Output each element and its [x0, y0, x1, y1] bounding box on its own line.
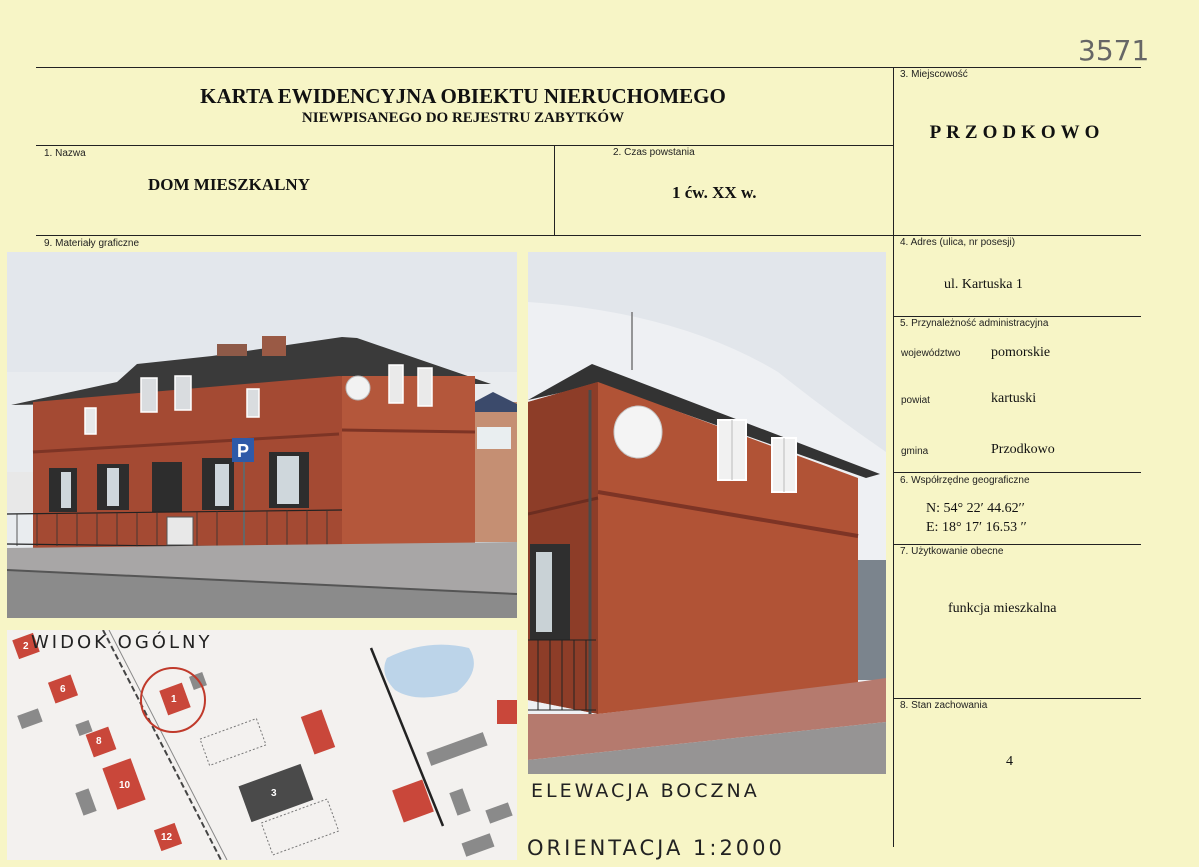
name-value: DOM MIESZKALNY [148, 175, 310, 194]
rule-admin-bottom [893, 472, 1141, 473]
graphics-label: 9. Materiały graficzne [44, 238, 140, 249]
map-label-10: 10 [119, 780, 131, 791]
map-label-6: 6 [60, 684, 66, 695]
archive-number: 3571 [1078, 34, 1150, 67]
photo-front-view [7, 252, 517, 618]
rule-address-bottom [893, 316, 1141, 317]
top-rule [36, 67, 1141, 68]
usage-label: 7. Użytkowanie obecne [900, 546, 1004, 557]
county-label: powiat [901, 395, 930, 406]
map-label-12: 12 [161, 832, 173, 843]
coords-east: E: 18° 17′ 16.53 ′′ [926, 520, 1027, 535]
admin-label: 5. Przynależność administracyjna [900, 318, 1049, 329]
map-caption: WIDOK OGÓLNY [31, 632, 213, 653]
county-value: kartuski [991, 391, 1037, 406]
date-value: 1 ćw. XX w. [672, 183, 757, 202]
card-subtitle: NIEWPISANEGO DO REJESTRU ZABYTKÓW [301, 110, 625, 126]
usage-value: funkcja mieszkalna [948, 601, 1057, 616]
divider-name-date [554, 145, 555, 235]
condition-label: 8. Stan zachowania [900, 700, 988, 711]
card-title: KARTA EWIDENCYJNA OBIEKTU NIERUCHOMEGO [200, 84, 726, 108]
orientation-caption: ORIENTACJA 1:2000 [527, 836, 785, 860]
photo-side-elevation [528, 252, 886, 774]
address-value: ul. Kartuska 1 [944, 277, 1023, 292]
name-label: 1. Nazwa [44, 148, 86, 159]
locality-label: 3. Miejscowość [900, 69, 968, 80]
rule-usage-bottom [893, 698, 1141, 699]
rule-coords-bottom [893, 544, 1141, 545]
voivodeship-label: województwo [901, 348, 961, 359]
map-label-1: 1 [171, 694, 177, 705]
commune-label: gmina [901, 446, 929, 457]
rule-header-bottom [36, 145, 894, 146]
condition-value: 4 [1006, 754, 1013, 769]
svg-text:P: P [237, 441, 250, 461]
side-elevation-caption: ELEWACJA BOCZNA [531, 780, 760, 802]
map-label-2: 2 [23, 641, 29, 652]
coords-label: 6. Współrzędne geograficzne [900, 475, 1030, 486]
commune-value: Przodkowo [991, 442, 1055, 457]
locality-value: PRZODKOWO [929, 122, 1105, 143]
voivodeship-value: pomorskie [991, 345, 1051, 360]
site-map [7, 630, 517, 860]
address-label: 4. Adres (ulica, nr posesji) [900, 237, 1016, 248]
date-label: 2. Czas powstania [613, 147, 695, 158]
coords-north: N: 54° 22′ 44.62′′ [926, 501, 1025, 516]
map-label-8: 8 [96, 736, 102, 747]
map-label-3: 3 [271, 788, 277, 799]
divider-right-column [893, 67, 894, 847]
rule-row1-bottom [36, 235, 1141, 236]
